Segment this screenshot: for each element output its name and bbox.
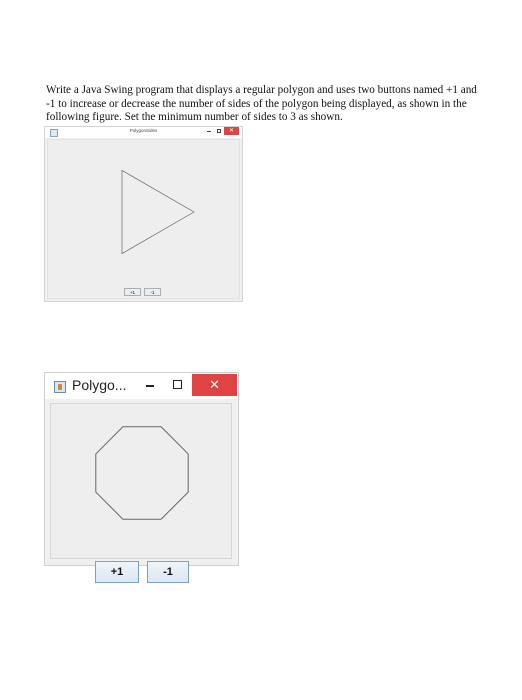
- instructions-text: Write a Java Swing program that displays a regular polygon and uses two buttons named +1 and -1 to increase or decrease the number of sides of the polygon being displayed, as shown in the following figure. Set the minimum number of sides to 3 as shown.: [46, 84, 477, 124]
- maximize-icon[interactable]: [217, 129, 221, 133]
- minus-one-button[interactable]: -1: [144, 288, 161, 296]
- minimize-icon[interactable]: [207, 131, 211, 132]
- polygon-canvas: [51, 404, 233, 554]
- polygon-panel: [50, 403, 232, 578]
- java-app-icon: [54, 381, 66, 393]
- minimize-icon[interactable]: [146, 385, 154, 387]
- close-button[interactable]: ✕: [192, 374, 237, 396]
- plus-one-button[interactable]: +1: [124, 288, 141, 296]
- window-title: PolygonSides: [129, 128, 158, 133]
- plus-one-button[interactable]: +1: [95, 561, 139, 583]
- title-bar[interactable]: [45, 373, 238, 399]
- polygon-panel: [47, 139, 240, 299]
- maximize-icon[interactable]: [173, 380, 182, 389]
- title-bar[interactable]: [45, 127, 242, 138]
- polygon-window-small: [44, 126, 243, 302]
- polygon-window-large: [44, 372, 239, 578]
- polygon-shape: [96, 427, 188, 519]
- window-title: Polygo...: [72, 377, 127, 393]
- minus-one-button[interactable]: -1: [147, 561, 189, 583]
- polygon-canvas: [48, 140, 241, 300]
- close-button[interactable]: ✕: [224, 127, 239, 135]
- polygon-shape: [122, 170, 194, 253]
